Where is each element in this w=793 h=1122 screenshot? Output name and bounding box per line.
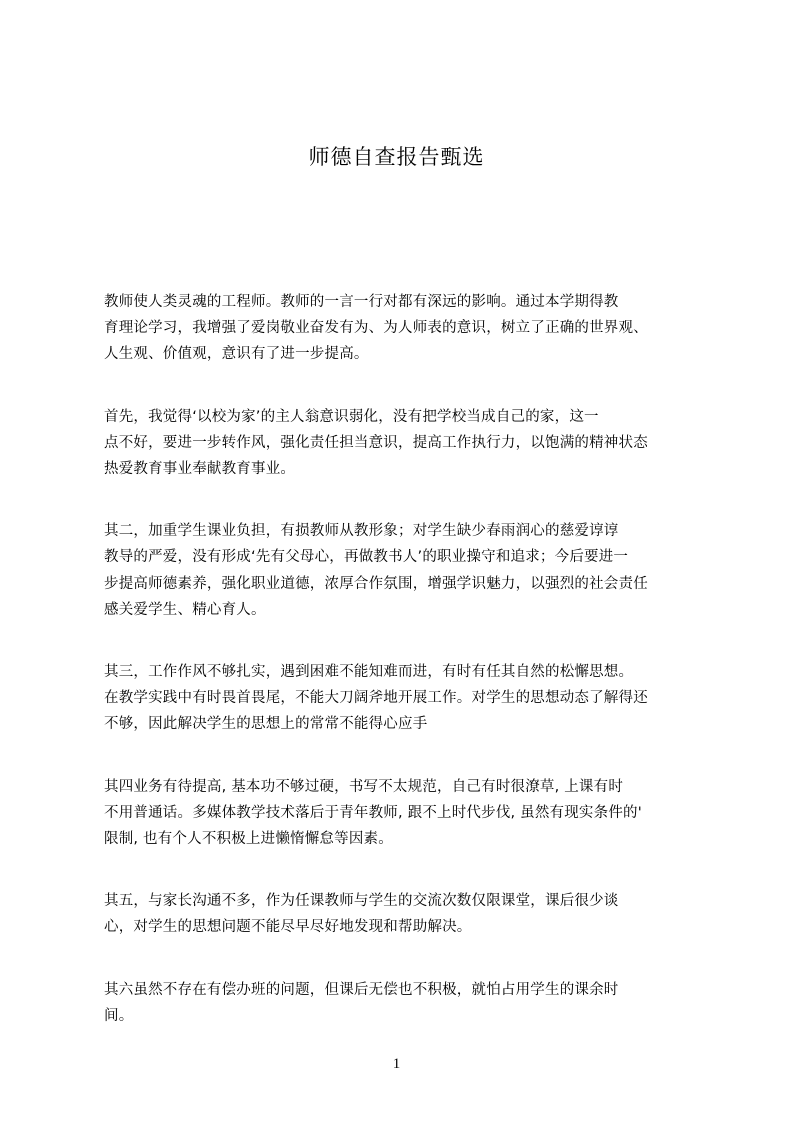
paragraph-line: 首先，我觉得‘以校为家’的主人翁意识弱化，没有把学校当成自己的家，这一: [104, 408, 599, 425]
paragraph-line: 育理论学习，我增强了爱岗敬业奋发有为、为人师表的意识，树立了正确的世界观、: [104, 320, 648, 337]
paragraph-line: 心，对学生的思想问题不能尽早尽好地发现和帮助解决。: [104, 919, 472, 936]
paragraph-line: 其三，工作作风不够扎实，遇到困难不能知难而进，有时有任其自然的松懈思想。: [104, 664, 634, 681]
paragraph-first: [104, 404, 694, 483]
paragraph-line: 其二，加重学生课业负担，有损教师从教形象；对学生缺少春雨润心的慈爱谆谆: [104, 523, 619, 540]
document-body: [104, 289, 694, 1065]
paragraph-line: 不用普通话。多媒体教学技术落后于青年教师, 跟不上时代步伐, 虽然有现实条件的': [104, 804, 642, 821]
paragraph-intro: [104, 289, 694, 368]
paragraph-line: 步提高师德素养，强化职业道德，浓厚合作氛围，增强学识魅力，以强烈的社会责任: [104, 575, 648, 592]
paragraph-third: [104, 659, 694, 738]
paragraph-line: 感关爱学生、精心育人。: [104, 601, 266, 618]
paragraph-line: 限制, 也有个人不积极上进懒惰懈怠等因素。: [104, 831, 393, 848]
paragraph-line: 其五，与家长沟通不多，作为任课教师与学生的交流次数仅限课堂，课后很少谈: [104, 893, 619, 910]
document-title: 师德自查报告甄选: [308, 145, 485, 169]
paragraph-line: 间。: [104, 1007, 134, 1024]
paragraph-fifth: [104, 888, 694, 940]
paragraph-sixth: [104, 977, 694, 1029]
paragraph-line: 其四业务有待提高, 基本功不够过硬，书写不太规范，自己有时很潦草, 上课有时: [104, 778, 624, 795]
paragraph-line: 点不好，要进一步转作风，强化责任担当意识，提高工作执行力，以饱满的精神状态: [104, 434, 648, 451]
paragraph-fourth: [104, 774, 694, 853]
paragraph-line: 在教学实践中有时畏首畏尾，不能大刀阔斧地开展工作。对学生的思想动态了解得还: [104, 690, 648, 707]
paragraph-line: 热爱教育事业奉献教育事业。: [104, 461, 296, 478]
page-number: 1: [392, 1056, 401, 1072]
paragraph-line: 人生观、价值观，意识有了进一步提高。: [104, 346, 369, 363]
paragraph-line: 教师使人类灵魂的工程师。教师的一言一行对都有深远的影响。通过本学期得教: [104, 294, 619, 310]
paragraph-line: 其六虽然不存在有偿办班的问题，但课后无偿也不积极，就怕占用学生的课余时: [104, 981, 619, 998]
paragraph-line: 不够，因此解决学生的思想上的常常不能得心应手: [104, 716, 428, 733]
paragraph-second: [104, 518, 694, 623]
paragraph-line: 教导的严爱，没有形成‘先有父母心，再做教书人’的职业操守和追求；今后要进一: [104, 549, 629, 566]
